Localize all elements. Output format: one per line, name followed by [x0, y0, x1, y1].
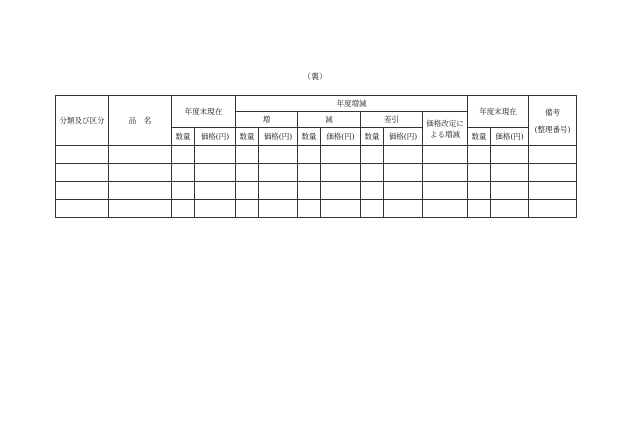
property-ledger-table — [55, 95, 577, 218]
table-cell — [56, 200, 109, 218]
table-cell — [529, 200, 577, 218]
table-cell — [361, 164, 384, 182]
table-cell — [259, 164, 298, 182]
table-cell — [384, 146, 423, 164]
table-row — [56, 164, 577, 182]
table-cell — [236, 182, 259, 200]
header-price: 価格(円) — [321, 128, 361, 146]
table-cell — [109, 200, 172, 218]
table-cell — [172, 182, 195, 200]
table-cell — [384, 182, 423, 200]
table-cell — [321, 182, 361, 200]
table-cell — [56, 182, 109, 200]
table-cell — [109, 164, 172, 182]
table-cell — [298, 182, 321, 200]
header-price: 価格(円) — [384, 128, 423, 146]
header-price: 価格(円) — [195, 128, 236, 146]
table-cell — [259, 182, 298, 200]
header-annual-change: 年度増減 — [236, 96, 468, 112]
table-cell — [468, 146, 491, 164]
table-cell — [491, 164, 529, 182]
table-row — [56, 200, 577, 218]
table-cell — [56, 146, 109, 164]
header-remarks-sub: (整理番号) — [534, 124, 571, 134]
table-cell — [172, 200, 195, 218]
table-cell — [298, 200, 321, 218]
table-cell — [236, 146, 259, 164]
table-cell — [529, 146, 577, 164]
header-price: 価格(円) — [259, 128, 298, 146]
table-cell — [361, 146, 384, 164]
header-remarks — [529, 96, 577, 146]
header-quantity: 数量 — [361, 128, 384, 146]
table-cell — [172, 146, 195, 164]
table-cell — [384, 200, 423, 218]
table-cell — [423, 182, 468, 200]
header-quantity: 数量 — [298, 128, 321, 146]
header-price: 価格(円) — [491, 128, 529, 146]
table-cell — [195, 146, 236, 164]
header-quantity: 数量 — [172, 128, 195, 146]
table-cell — [195, 200, 236, 218]
table-cell — [172, 164, 195, 182]
table-cell — [56, 164, 109, 182]
header-item-name: 品 名 — [109, 96, 172, 146]
table-cell — [384, 164, 423, 182]
table-cell — [529, 164, 577, 182]
header-quantity: 数量 — [236, 128, 259, 146]
header-decrease: 減 — [298, 112, 361, 128]
table-cell — [195, 182, 236, 200]
table-cell — [259, 146, 298, 164]
header-remarks-title: 備考 — [545, 107, 561, 117]
table-cell — [423, 200, 468, 218]
table-cell — [491, 182, 529, 200]
table-row — [56, 146, 577, 164]
header-quantity: 数量 — [468, 128, 491, 146]
table-cell — [529, 182, 577, 200]
table-cell — [236, 164, 259, 182]
table-cell — [491, 200, 529, 218]
header-closing-balance: 年度末現在 — [468, 96, 529, 128]
table-cell — [468, 200, 491, 218]
header-net: 差引 — [361, 112, 423, 128]
header-revaluation: 価格改定による増減 — [423, 112, 468, 146]
table-cell — [298, 146, 321, 164]
table-cell — [468, 164, 491, 182]
table-cell — [298, 164, 321, 182]
table-cell — [321, 200, 361, 218]
table-cell — [195, 164, 236, 182]
table-cell — [109, 146, 172, 164]
table-cell — [423, 164, 468, 182]
table-cell — [109, 182, 172, 200]
header-opening-balance: 年度末現在 — [172, 96, 236, 128]
table-cell — [321, 146, 361, 164]
table-cell — [423, 146, 468, 164]
table-row — [56, 182, 577, 200]
table-cell — [321, 164, 361, 182]
table-cell — [361, 182, 384, 200]
page-label: （裏） — [303, 72, 327, 81]
header-category: 分類及び区分 — [56, 96, 109, 146]
header-increase: 増 — [236, 112, 298, 128]
table-cell — [361, 200, 384, 218]
table-cell — [236, 200, 259, 218]
table-cell — [491, 146, 529, 164]
table-cell — [468, 182, 491, 200]
table-cell — [259, 200, 298, 218]
